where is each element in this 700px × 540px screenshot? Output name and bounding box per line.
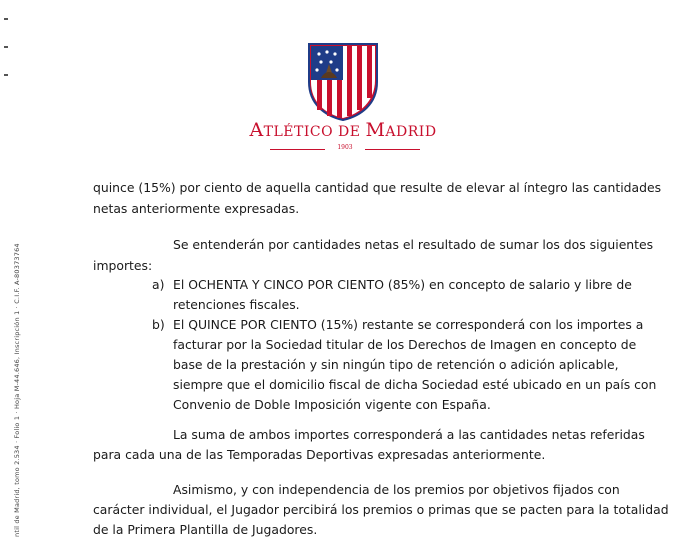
club-name: ATLÉTICO DE MADRID [249, 119, 437, 141]
list-item-line: El QUINCE POR CIENTO (15%) restante se corresponderá con los importes a [173, 317, 644, 332]
paragraph-line: netas anteriormente expresadas. [93, 201, 300, 216]
margin-registry-text: ntil de Madrid, tomo 2.534 · Folio 1 · Hoja M-44.646, Inscripción 1 · C.I.F. A-80373764 [13, 243, 21, 537]
paragraph-line: carácter individual, el Jugador percibirá los premios o primas que se pacten para la totalidad [93, 502, 669, 517]
paragraph-line: Asimismo, y con independencia de los premios por objetivos fijados con [173, 482, 620, 497]
list-item-marker: b) [152, 317, 165, 332]
list-item-line: Convenio de Doble Imposición vigente con España. [173, 397, 491, 412]
founding-year: 1903 [337, 144, 353, 151]
paragraph-line: Se entenderán por cantidades netas el resultado de sumar los dos siguientes [173, 237, 654, 252]
list-item-line: siempre que el domicilio fiscal de dicha Sociedad esté ubicado en un país con [173, 377, 657, 392]
list-item-line: base de la prestación y sin ningún tipo de retención o adición aplicable, [173, 357, 619, 372]
paragraph-line: quince (15%) por ciento de aquella cantidad que resulte de elevar al íntegro las cantidades [93, 180, 662, 195]
paragraph-line: para cada una de las Temporadas Deportivas expresadas anteriormente. [93, 447, 546, 462]
founding-year-rule [270, 144, 420, 154]
paragraph-line: La suma de ambos importes corresponderá a las cantidades netas referidas [173, 427, 645, 442]
paragraph-line: importes: [93, 258, 153, 273]
list-item-line: El OCHENTA Y CINCO POR CIENTO (85%) en concepto de salario y libre de [173, 277, 632, 292]
list-item-line: retenciones fiscales. [173, 297, 300, 312]
paragraph-line: de la Primera Plantilla de Jugadores. [93, 522, 318, 537]
atletico-crest-icon [303, 40, 383, 122]
list-item-line: facturar por la Sociedad titular de los Derechos de Imagen en concepto de [173, 337, 637, 352]
scan-margin-marks [4, 18, 10, 102]
list-item-marker: a) [152, 277, 165, 292]
